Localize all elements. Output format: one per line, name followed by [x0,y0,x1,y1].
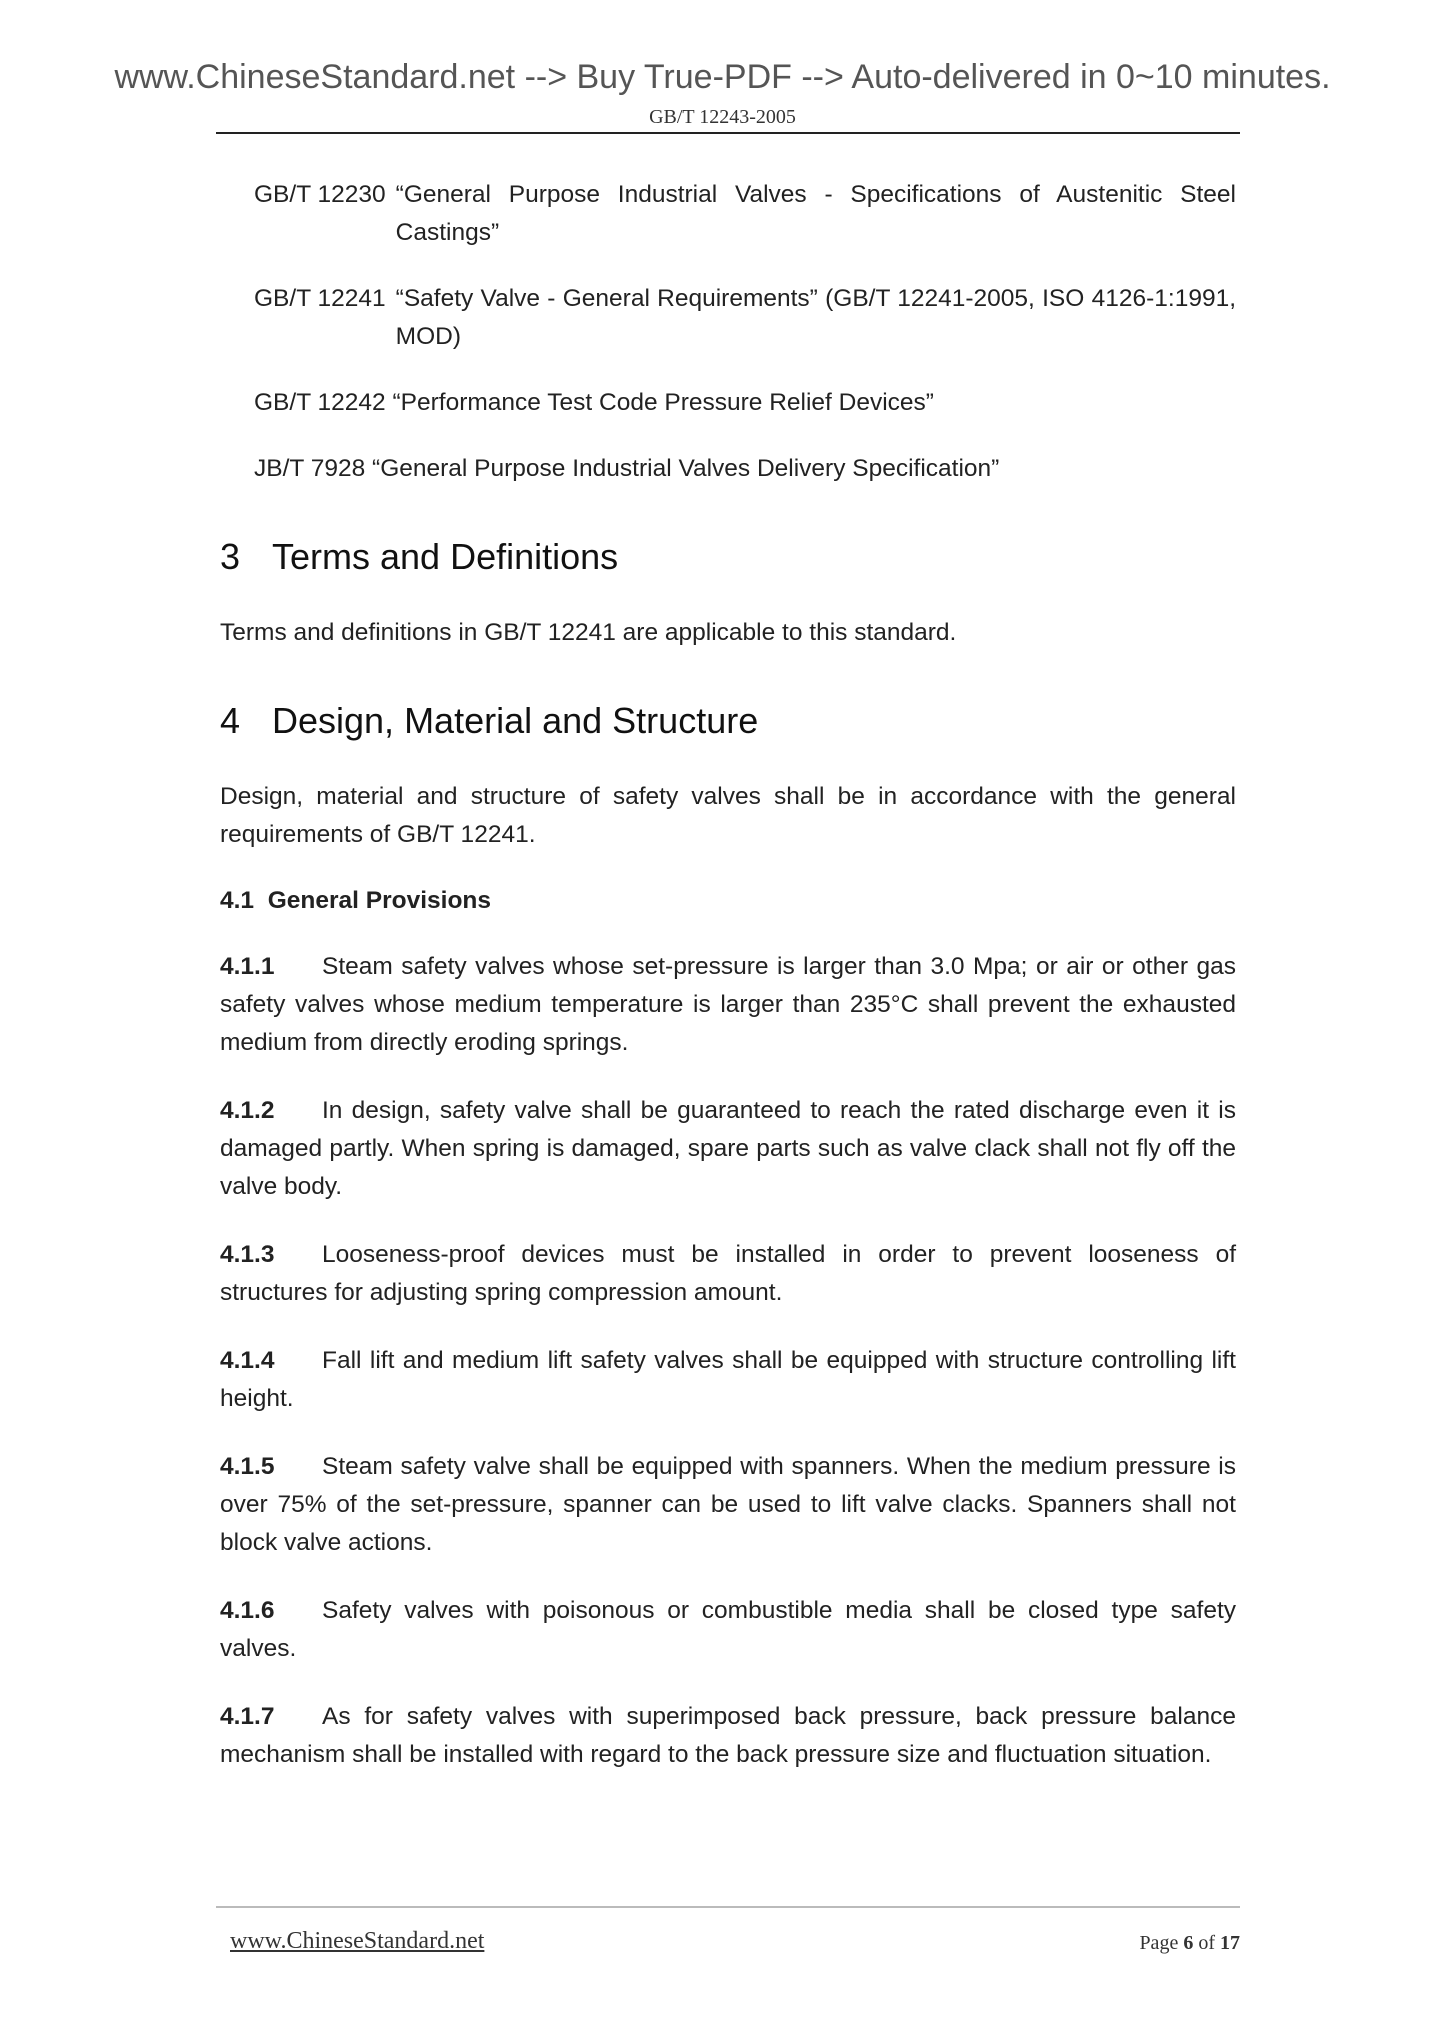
page-content [220,176,1236,1804]
clause-number: 4.1.1 [220,953,275,980]
clause-text: In design, safety valve shall be guaranteed to reach the rated discharge even it is damaged partly. When spring is damaged, spare parts such as valve clack shall not fly off the valve body. [220,1097,1236,1200]
clause [220,1092,1236,1206]
subsection-number: 4.1 [220,887,255,914]
page-label: Page [1139,1932,1179,1954]
clause-number: 4.1.4 [220,1347,275,1374]
clause-number: 4.1.2 [220,1097,275,1124]
subsection-4-1-heading [220,882,1236,920]
subsection-title: General Provisions [267,887,491,914]
clause [220,1592,1236,1668]
reference-item [254,176,1236,252]
clause [220,1448,1236,1562]
reference-code: GB/T 12242 [254,389,386,416]
reference-title: “General Purpose Industrial Valves - Specifications of Austenitic Steel Castings” [395,181,1236,246]
header-divider [216,132,1240,134]
page-indicator [1139,1932,1240,1955]
header-banner: www.ChineseStandard.net --> Buy True-PDF --> Auto-delivered in 0~10 minutes. [114,58,1331,96]
clause [220,1236,1236,1312]
section-number: 4 [220,700,241,741]
total-pages: 17 [1220,1932,1240,1954]
reference-item [254,384,1236,422]
clause-number: 4.1.7 [220,1703,275,1730]
footer-divider [216,1906,1240,1908]
section-3-heading [220,536,1236,578]
section-title: Design, Material and Structure [272,700,759,741]
clause-number: 4.1.6 [220,1597,275,1624]
clause-text: Steam safety valves whose set-pressure is larger than 3.0 Mpa; or air or other gas safety valves whose medium temperature is larger than 235°C shall prevent the exhausted medium from directly eroding springs. [220,953,1236,1056]
section-3-text: Terms and definitions in GB/T 12241 are applicable to this standard. [220,619,957,646]
clause [220,948,1236,1062]
footer-site-link[interactable]: www.ChineseStandard.net [230,1928,485,1954]
reference-code: GB/T 12241 [254,285,386,312]
section-number: 3 [220,536,241,577]
reference-code: JB/T 7928 [254,455,366,482]
section-title: Terms and Definitions [272,536,619,577]
reference-title: “Safety Valve - General Requirements” (GB/T 12241-2005, ISO 4126-1:1991, MOD) [395,285,1236,350]
clause-text: Fall lift and medium lift safety valves shall be equipped with structure controlling lift height. [220,1347,1236,1412]
current-page: 6 [1183,1932,1194,1954]
clause-text: Steam safety valve shall be equipped with spanners. When the medium pressure is over 75% of the set-pressure, spanner can be used to lift valve clacks. Spanners shall not block valve actions. [220,1453,1236,1556]
clause-number: 4.1.3 [220,1241,275,1268]
standard-number: GB/T 12243-2005 [649,106,796,128]
clause-text: Looseness-proof devices must be installed in order to prevent looseness of structures for adjusting spring compression amount. [220,1241,1236,1306]
of-label: of [1198,1932,1215,1954]
reference-item [254,450,1236,488]
clause-text: As for safety valves with superimposed back pressure, back pressure balance mechanism shall be installed with regard to the back pressure size and fluctuation situation. [220,1703,1236,1768]
reference-title: “Performance Test Code Pressure Relief Devices” [392,389,934,416]
clause-number: 4.1.5 [220,1453,275,1480]
reference-code: GB/T 12230 [254,181,386,208]
section-4-text: Design, material and structure of safety valves shall be in accordance with the general requirements of GB/T 12241. [220,783,1236,848]
reference-item [254,280,1236,356]
clause [220,1342,1236,1418]
clause-text: Safety valves with poisonous or combustible media shall be closed type safety valves. [220,1597,1236,1662]
section-4-heading [220,700,1236,742]
reference-title: “General Purpose Industrial Valves Delivery Specification” [372,455,1000,482]
clause [220,1698,1236,1774]
